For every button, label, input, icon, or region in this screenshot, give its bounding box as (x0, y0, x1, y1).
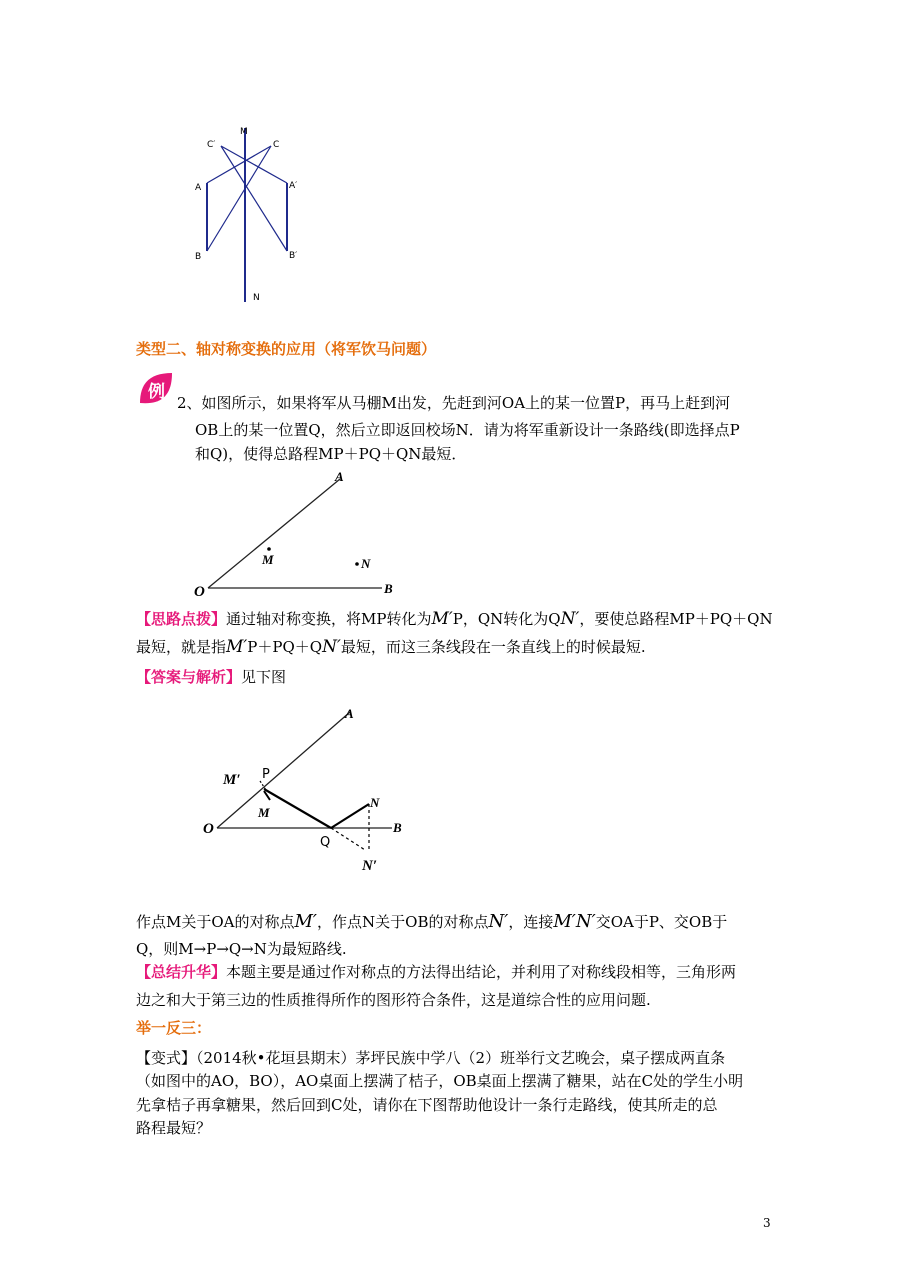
variant-line-4: 路程最短？ (136, 1119, 212, 1137)
hint-line-2 (136, 637, 646, 657)
fig3-label-N: N (370, 795, 380, 810)
segment-BC (207, 146, 271, 251)
summary-line-1 (136, 962, 736, 982)
fig3-label-B: B (393, 820, 402, 835)
figure-2-angle (190, 465, 410, 600)
page-number: 3 (763, 1216, 771, 1230)
fig3-label-Q: Q (320, 835, 331, 850)
fig3-label-P: P (262, 767, 270, 782)
hint-symbol-n-prime: N′ (560, 609, 580, 629)
problem-line-1: 2、如图所示，如果将军从马棚M出发，先赶到河OA上的某一位置P，再马上赶到河 (177, 394, 731, 412)
variant-line-2: （如图中的AO，BO），AO桌面上摆满了桔子，OB桌面上摆满了糖果，站在C处的学生小明 (136, 1072, 744, 1090)
fig2-label-N: N (361, 556, 371, 571)
fig3-label-M: M (258, 805, 270, 820)
segment-AC (207, 146, 271, 183)
fig2-label-O: O (194, 584, 205, 600)
summary-tag: 【总结升华】 (136, 963, 227, 981)
construction-symbol-m-prime: M′ (294, 911, 318, 932)
hint-tag: 【思路点拨】 (136, 610, 227, 628)
fig2-label-M: M (262, 552, 274, 567)
practice-title: 举一反三： (136, 1019, 212, 1037)
hint-symbol-n-prime-2: N′ (322, 637, 341, 657)
fig3-label-N-prime: N′ (362, 858, 378, 874)
label-B-prime: B′ (289, 251, 298, 261)
construction-text-1a: 作点M关于OA的对称点 (136, 913, 295, 931)
construction-text-1d: 交OA于P、交OB于 (595, 913, 728, 931)
figure-3-solution (200, 700, 415, 880)
segment-A'C' (221, 146, 287, 183)
fig3-label-A: A (345, 706, 354, 721)
fig3-label-O: O (203, 821, 214, 837)
hint-text-1a: 通过轴对称变换，将MP转化为 (226, 610, 432, 628)
label-C-prime: C′ (207, 140, 216, 150)
summary-line-2: 边之和大于第三边的性质推得所作的图形符合条件，这是道综合性的应用问题. (136, 991, 651, 1009)
hint-symbol-m-prime: M′ (431, 609, 453, 629)
construction-line-1 (136, 912, 727, 932)
fig2-label-A: A (335, 469, 344, 484)
fig2-label-B: B (384, 581, 393, 596)
example-badge-text: 例 (148, 382, 165, 402)
label-M: M (240, 127, 248, 137)
hint-text-1b: P，QN转化为Q (452, 610, 561, 628)
hint-text-1c: ，要使总路程MP＋PQ＋QN (579, 610, 773, 628)
construction-line-2: Q，则M→P→Q→N为最短路线. (136, 940, 347, 958)
problem-line-2: OB上的某一位置Q，然后立即返回校场N．请为将军重新设计一条路线(即选择点P (195, 421, 740, 439)
figure-1-reflection (185, 120, 298, 310)
label-N: N (253, 293, 260, 303)
hint-text-2a: 最短，就是指 (136, 638, 227, 656)
example-badge (136, 369, 176, 409)
variant-line-1: 【变式】（2014秋•花垣县期末）茅坪民族中学八（2）班举行文艺晚会，桌子摆成两直条 (136, 1049, 726, 1067)
construction-text-1b: ，作点N关于OB的对称点 (317, 913, 489, 931)
label-B: B (195, 252, 202, 262)
construction-text-1c: ，连接 (508, 913, 554, 931)
hint-text-2c: 最短，而这三条线段在一条直线上的时候最短. (340, 638, 646, 656)
answer-text: 见下图 (241, 668, 287, 686)
hint-line-1 (136, 609, 773, 629)
variant-line-3: 先拿桔子再拿糖果，然后回到C处，请你在下图帮助他设计一条行走路线，使其所走的总 (136, 1096, 718, 1114)
section-heading: 类型二、轴对称变换的应用（将军饮马问题） (136, 340, 437, 358)
label-C: C (273, 140, 280, 150)
fig3-label-M-prime: M′ (223, 772, 241, 788)
construction-symbol-n-prime: N′ (488, 911, 509, 932)
answer-line (136, 667, 286, 687)
construction-symbol-mn-prime: M′N′ (553, 911, 596, 932)
segment-B'C' (221, 146, 287, 251)
summary-text-1: 本题主要是通过作对称点的方法得出结论，并利用了对称线段相等，三角形两 (226, 963, 737, 981)
label-A-prime: A′ (289, 181, 298, 191)
problem-line-3: 和Q)，使得总路程MP＋PQ＋QN最短． (195, 445, 467, 463)
hint-text-2b: P＋PQ＋Q (247, 638, 323, 656)
answer-tag: 【答案与解析】 (136, 668, 242, 686)
hint-symbol-m-prime-2: M′ (226, 637, 248, 657)
label-A: A (195, 183, 202, 193)
